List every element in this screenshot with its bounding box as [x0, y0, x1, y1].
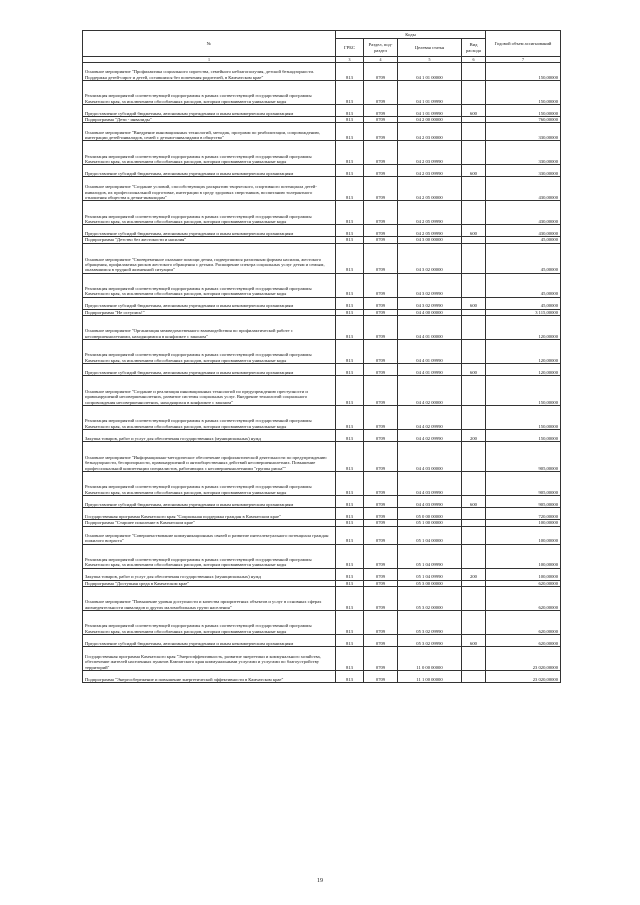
cell-amt: 100,00000	[486, 520, 561, 526]
cell-art: 04 1 01 09990	[398, 81, 462, 105]
cell-art: 11 1 00 00000	[398, 671, 462, 683]
cell-sec: 0709	[364, 364, 398, 376]
cell-amt: 150,00000	[486, 105, 561, 117]
cell-amt: 120,00000	[486, 340, 561, 364]
cell-amt: 23 020,00000	[486, 671, 561, 683]
cell-sec: 0709	[364, 647, 398, 671]
cell-name: Реализация мероприятий соответствующей подпрограммы в рамках соответствующей государственной программы Камчатского края, за исключением обособленных расходов, которым присваиваются уникальные коды	[83, 201, 336, 225]
table-row	[83, 63, 561, 81]
cell-amt: 620,00000	[486, 635, 561, 647]
cell-type	[462, 273, 486, 297]
cell-name: Предоставление субсидий бюджетным, автономным учреждениям и иным некоммерческим организациям	[83, 225, 336, 237]
cell-art: 04 1 01 00000	[398, 63, 462, 81]
cell-art: 04 4 03 00000	[398, 442, 462, 472]
cell-code: 813	[336, 442, 364, 472]
cell-code: 813	[336, 364, 364, 376]
cell-sec: 0709	[364, 430, 398, 442]
cell-art: 05 3 02 00000	[398, 587, 462, 611]
cell-name: Реализация мероприятий соответствующей подпрограммы в рамках соответствующей государственной программы Камчатского края, за исключением обособленных расходов, которым присваиваются уникальные коды	[83, 81, 336, 105]
cell-amt: 620,00000	[486, 587, 561, 611]
cell-amt: 150,00000	[486, 406, 561, 430]
cell-amt: 150,00000	[486, 376, 561, 406]
cell-code: 813	[336, 201, 364, 225]
cell-amt: 3 115,00000	[486, 309, 561, 315]
cell-amt: 905,00000	[486, 472, 561, 496]
header-no: №	[83, 31, 336, 57]
header-exp-type: Вид расхода	[462, 39, 486, 57]
cell-sec: 0709	[364, 472, 398, 496]
budget-table-page	[82, 30, 560, 683]
cell-name: Подпрограмма "Дети - инвалиды"	[83, 117, 336, 123]
cell-amt: 620,00000	[486, 580, 561, 586]
cell-type	[462, 544, 486, 568]
cell-code: 813	[336, 117, 364, 123]
cell-name: Основное мероприятие "Информационно-методическое обеспечение профилактической деятельности по предупреждению безнадзорности, беспризорности, правонарушений и антиобщественных действий несовершеннолетних. Повышение профессиональной компетенции специалистов, работающих с несовершеннолетними "группы риска""	[83, 442, 336, 472]
cell-code: 813	[336, 587, 364, 611]
cell-type: 600	[462, 225, 486, 237]
cell-code: 813	[336, 568, 364, 580]
cell-amt: 905,00000	[486, 442, 561, 472]
cell-code: 813	[336, 243, 364, 273]
cell-art: 11 0 00 00000	[398, 647, 462, 671]
cell-name: Закупка товаров, работ и услуг для обеспечения государственных (муниципальных) нужд	[83, 568, 336, 580]
cell-code: 813	[336, 526, 364, 544]
cell-code: 813	[336, 647, 364, 671]
cell-name: Предоставление субсидий бюджетным, автономным учреждениям и иным некоммерческим организациям	[83, 105, 336, 117]
cell-sec: 0709	[364, 496, 398, 508]
cell-name: Предоставление субсидий бюджетным, автономным учреждениям и иным некоммерческим организациям	[83, 364, 336, 376]
cell-code: 813	[336, 472, 364, 496]
table-row	[83, 568, 561, 580]
cell-sec: 0709	[364, 671, 398, 683]
cell-sec: 0709	[364, 141, 398, 165]
cell-name: Подпрограмма "Детство без жестокости и насилия"	[83, 237, 336, 243]
table-row	[83, 611, 561, 635]
cell-code: 813	[336, 580, 364, 586]
cell-code: 813	[336, 309, 364, 315]
cell-code: 813	[336, 376, 364, 406]
cell-art: 04 4 03 09990	[398, 472, 462, 496]
cell-name: Основное мероприятие "Внедрение инновационных технологий, методик, программ по реабилитации, сопровождению, интеграции детей-инвалидов, семей с детьми-инвалидами в общество"	[83, 123, 336, 141]
table-row	[83, 496, 561, 508]
header-volume: Годовой объем ассигнований	[486, 31, 561, 57]
table-row	[83, 340, 561, 364]
cell-name: Подпрограмма "Старшее поколение в Камчатском крае"	[83, 520, 336, 526]
table-row	[83, 177, 561, 201]
cell-art: 04 4 00 00000	[398, 309, 462, 315]
cell-amt: 330,00000	[486, 165, 561, 177]
cell-amt: 620,00000	[486, 611, 561, 635]
cell-name: Основное мероприятие "Организация межведомственного взаимодействия по профилактической работе с несовершеннолетними, находящимися в конфликте с законом"	[83, 316, 336, 340]
cell-code: 813	[336, 273, 364, 297]
cell-type	[462, 526, 486, 544]
cell-name: Реализация мероприятий соответствующей подпрограммы в рамках соответствующей государственной программы Камчатского края, за исключением обособленных расходов, которым присваиваются уникальные коды	[83, 406, 336, 430]
cell-art: 05 1 04 09990	[398, 568, 462, 580]
cell-name: Подпрограмма "Не оступись!"	[83, 309, 336, 315]
cell-name: Государственная программа Камчатского края "Социальная поддержка граждан в Камчатском крае"	[83, 508, 336, 520]
cell-name: Реализация мероприятий соответствующей подпрограммы в рамках соответствующей государственной программы Камчатского края, за исключением обособленных расходов, которым присваиваются уникальные коды	[83, 472, 336, 496]
cell-type: 600	[462, 297, 486, 309]
table-row	[83, 647, 561, 671]
cell-type	[462, 508, 486, 520]
cell-name: Реализация мероприятий соответствующей подпрограммы в рамках соответствующей государственной программы Камчатского края, за исключением обособленных расходов, которым присваиваются уникальные коды	[83, 544, 336, 568]
cell-code: 813	[336, 508, 364, 520]
table-row	[83, 123, 561, 141]
cell-name: Предоставление субсидий бюджетным, автономным учреждениям и иным некоммерческим организациям	[83, 496, 336, 508]
col-number: 4	[364, 57, 398, 63]
cell-amt: 430,00000	[486, 201, 561, 225]
cell-art: 04 1 01 09990	[398, 105, 462, 117]
cell-art: 04 4 03 09990	[398, 496, 462, 508]
cell-sec: 0709	[364, 117, 398, 123]
cell-sec: 0709	[364, 611, 398, 635]
cell-sec: 0709	[364, 635, 398, 647]
cell-code: 813	[336, 496, 364, 508]
table-row	[83, 544, 561, 568]
cell-amt: 45,00000	[486, 273, 561, 297]
table-row	[83, 364, 561, 376]
cell-type: 600	[462, 496, 486, 508]
cell-name: Подпрограмма "Доступная среда в Камчатском крае"	[83, 580, 336, 586]
col-number: 1	[83, 57, 336, 63]
cell-type: 600	[462, 105, 486, 117]
cell-name: Закупка товаров, работ и услуг для обеспечения государственных (муниципальных) нужд	[83, 430, 336, 442]
cell-code: 813	[336, 81, 364, 105]
table-row	[83, 105, 561, 117]
cell-code: 813	[336, 63, 364, 81]
cell-art: 05 1 04 09990	[398, 544, 462, 568]
cell-art: 04 4 02 09990	[398, 430, 462, 442]
cell-type	[462, 81, 486, 105]
cell-sec: 0709	[364, 340, 398, 364]
table-body	[83, 63, 561, 683]
cell-amt: 330,00000	[486, 141, 561, 165]
cell-name: Реализация мероприятий соответствующей подпрограммы в рамках соответствующей государственной программы Камчатского края, за исключением обособленных расходов, которым присваиваются уникальные коды	[83, 340, 336, 364]
cell-name: Реализация мероприятий соответствующей подпрограммы в рамках соответствующей государственной программы Камчатского края, за исключением обособленных расходов, которым присваиваются уникальные коды	[83, 611, 336, 635]
cell-type: 200	[462, 430, 486, 442]
cell-name: Подпрограмма "Энергосбережение и повышение энергетической эффективности в Камчатском крае"	[83, 671, 336, 683]
cell-art: 05 3 02 09990	[398, 611, 462, 635]
cell-sec: 0709	[364, 580, 398, 586]
cell-sec: 0709	[364, 442, 398, 472]
cell-type	[462, 472, 486, 496]
cell-name: Основное мероприятие "Создание и реализация инновационных технологий по предупреждению преступности и правонарушений несовершеннолетних, развитие системы социальных услуг. Внедрение технологий социального сопровождения несовершеннолетних, находящихся в конфликте с законом"	[83, 376, 336, 406]
cell-art: 04 4 01 09990	[398, 340, 462, 364]
cell-amt: 100,00000	[486, 526, 561, 544]
cell-sec: 0709	[364, 123, 398, 141]
table-row	[83, 165, 561, 177]
cell-sec: 0709	[364, 309, 398, 315]
cell-art: 05 0 00 00000	[398, 508, 462, 520]
cell-name: Основное мероприятие "Своевременное оказание помощи детям, подвергшимся различным формам насилия, жестокого обращения, профилактика рисков жестокого обращения с детьми. Расширение спектра социальных услуг детям и семьям, оказавшимся в трудной жизненной ситуации"	[83, 243, 336, 273]
cell-art: 05 3 02 09990	[398, 635, 462, 647]
cell-code: 813	[336, 635, 364, 647]
cell-amt: 120,00000	[486, 364, 561, 376]
cell-sec: 0709	[364, 201, 398, 225]
cell-type	[462, 177, 486, 201]
cell-amt: 150,00000	[486, 430, 561, 442]
cell-sec: 0709	[364, 237, 398, 243]
cell-amt: 23 020,00000	[486, 647, 561, 671]
cell-name: Основное мероприятие "Создание условий, способствующих раскрытию творческого, спортивного потенциала детей-инвалидов, их профессиональной подготовке, интеграции в среду здоровых сверстников, воспитанию толерантного отношения общества к детям-инвалидам"	[83, 177, 336, 201]
cell-code: 813	[336, 165, 364, 177]
cell-art: 04 2 00 00000	[398, 117, 462, 123]
cell-type	[462, 671, 486, 683]
table-row	[83, 671, 561, 683]
cell-sec: 0709	[364, 297, 398, 309]
cell-code: 813	[336, 105, 364, 117]
table-row	[83, 316, 561, 340]
cell-code: 813	[336, 225, 364, 237]
table-row	[83, 526, 561, 544]
cell-amt: 150,00000	[486, 81, 561, 105]
cell-type	[462, 406, 486, 430]
cell-name: Реализация мероприятий соответствующей подпрограммы в рамках соответствующей государственной программы Камчатского края, за исключением обособленных расходов, которым присваиваются уникальные коды	[83, 141, 336, 165]
cell-sec: 0709	[364, 105, 398, 117]
cell-sec: 0709	[364, 406, 398, 430]
table-row	[83, 430, 561, 442]
cell-art: 05 3 00 00000	[398, 580, 462, 586]
cell-type: 600	[462, 364, 486, 376]
cell-code: 813	[336, 237, 364, 243]
cell-amt: 45,00000	[486, 237, 561, 243]
cell-code: 813	[336, 671, 364, 683]
cell-name: Предоставление субсидий бюджетным, автономным учреждениям и иным некоммерческим организациям	[83, 635, 336, 647]
cell-sec: 0709	[364, 520, 398, 526]
cell-type	[462, 63, 486, 81]
table-row	[83, 201, 561, 225]
cell-amt: 100,00000	[486, 568, 561, 580]
cell-art: 04 4 02 00000	[398, 376, 462, 406]
cell-code: 813	[336, 123, 364, 141]
cell-sec: 0709	[364, 508, 398, 520]
cell-type	[462, 340, 486, 364]
cell-art: 04 2 05 00000	[398, 177, 462, 201]
cell-type	[462, 141, 486, 165]
cell-code: 813	[336, 430, 364, 442]
header-grbs: ГРБС	[336, 39, 364, 57]
cell-art: 04 2 03 09990	[398, 165, 462, 177]
table-row	[83, 297, 561, 309]
cell-amt: 430,00000	[486, 177, 561, 201]
cell-sec: 0709	[364, 526, 398, 544]
cell-sec: 0709	[364, 544, 398, 568]
cell-type	[462, 243, 486, 273]
cell-type	[462, 201, 486, 225]
cell-amt: 720,00000	[486, 508, 561, 520]
cell-code: 813	[336, 406, 364, 430]
cell-name: Реализация мероприятий соответствующей подпрограммы в рамках соответствующей государственной программы Камчатского края, за исключением обособленных расходов, которым присваиваются уникальные коды	[83, 273, 336, 297]
cell-name: Основное мероприятие "Профилактика социального сиротства, семейного неблагополучия, детской безнадзорности. Поддержка детей-сирот и детей, оставшихся без попечения родителей, в Камчатском крае"	[83, 63, 336, 81]
cell-sec: 0709	[364, 177, 398, 201]
header-article: Целевая статья	[398, 39, 462, 57]
cell-type	[462, 611, 486, 635]
cell-amt: 120,00000	[486, 316, 561, 340]
cell-art: 04 2 03 09990	[398, 141, 462, 165]
table-row	[83, 273, 561, 297]
cell-sec: 0709	[364, 63, 398, 81]
cell-type	[462, 442, 486, 472]
table-row	[83, 376, 561, 406]
cell-code: 813	[336, 611, 364, 635]
cell-art: 05 1 00 00000	[398, 520, 462, 526]
cell-sec: 0709	[364, 243, 398, 273]
cell-name: Государственная программа Камчатского края "Энергоэффективность, развитие энергетики и коммунального хозяйства, обеспечение жителей населенных пунктов Камчатского края коммунальными услугами и услугами по благоустройству территорий"	[83, 647, 336, 671]
cell-sec: 0709	[364, 273, 398, 297]
cell-art: 04 3 02 09990	[398, 273, 462, 297]
cell-amt: 905,00000	[486, 496, 561, 508]
cell-amt: 45,00000	[486, 243, 561, 273]
cell-name: Основное мероприятие "Повышение уровня доступности и качества приоритетных объектов и услуг в основных сферах жизнедеятельности инвалидов и других маломобильных групп населения"	[83, 587, 336, 611]
cell-name: Предоставление субсидий бюджетным, автономным учреждениям и иным некоммерческим организациям	[83, 165, 336, 177]
header-codes: Коды	[336, 31, 486, 39]
cell-type	[462, 316, 486, 340]
cell-sec: 0709	[364, 316, 398, 340]
table-row	[83, 225, 561, 237]
cell-amt: 760,00000	[486, 117, 561, 123]
cell-art: 04 4 02 09990	[398, 406, 462, 430]
cell-sec: 0709	[364, 568, 398, 580]
cell-sec: 0709	[364, 376, 398, 406]
cell-art: 05 1 04 00000	[398, 526, 462, 544]
cell-type: 200	[462, 568, 486, 580]
cell-code: 813	[336, 520, 364, 526]
cell-code: 813	[336, 544, 364, 568]
table-row	[83, 472, 561, 496]
cell-type	[462, 123, 486, 141]
col-number: 5	[398, 57, 462, 63]
cell-code: 813	[336, 141, 364, 165]
cell-amt: 330,00000	[486, 123, 561, 141]
cell-code: 813	[336, 340, 364, 364]
cell-sec: 0709	[364, 587, 398, 611]
table-row	[83, 81, 561, 105]
cell-amt: 430,00000	[486, 225, 561, 237]
budget-table	[82, 30, 561, 683]
cell-art: 04 2 03 00000	[398, 123, 462, 141]
cell-type: 600	[462, 165, 486, 177]
cell-amt: 45,00000	[486, 297, 561, 309]
cell-art: 04 4 01 09990	[398, 364, 462, 376]
table-row	[83, 587, 561, 611]
cell-sec: 0709	[364, 225, 398, 237]
table-row	[83, 243, 561, 273]
cell-art: 04 3 02 09990	[398, 297, 462, 309]
cell-art: 04 3 00 00000	[398, 237, 462, 243]
cell-amt: 100,00000	[486, 544, 561, 568]
table-row	[83, 442, 561, 472]
page-number: 19	[317, 878, 323, 884]
cell-sec: 0709	[364, 165, 398, 177]
cell-code: 813	[336, 177, 364, 201]
cell-amt: 150,00000	[486, 63, 561, 81]
cell-art: 04 3 02 00000	[398, 243, 462, 273]
col-number: 7	[486, 57, 561, 63]
cell-art: 04 2 05 09990	[398, 225, 462, 237]
table-row	[83, 406, 561, 430]
header-section: Раздел, под-раздел	[364, 39, 398, 57]
col-number: 6	[462, 57, 486, 63]
cell-type	[462, 376, 486, 406]
cell-code: 813	[336, 297, 364, 309]
cell-type: 600	[462, 635, 486, 647]
cell-sec: 0709	[364, 81, 398, 105]
cell-name: Предоставление субсидий бюджетным, автономным учреждениям и иным некоммерческим организациям	[83, 297, 336, 309]
col-number: 3	[336, 57, 364, 63]
table-row	[83, 508, 561, 520]
table-row	[83, 141, 561, 165]
cell-code: 813	[336, 316, 364, 340]
cell-type	[462, 587, 486, 611]
table-row	[83, 635, 561, 647]
cell-type	[462, 647, 486, 671]
cell-art: 04 2 05 09990	[398, 201, 462, 225]
cell-name: Основное мероприятие "Совершенствование коммуникационных связей и развитие интеллектуального потенциала граждан пожилого возраста"	[83, 526, 336, 544]
cell-art: 04 4 01 00000	[398, 316, 462, 340]
